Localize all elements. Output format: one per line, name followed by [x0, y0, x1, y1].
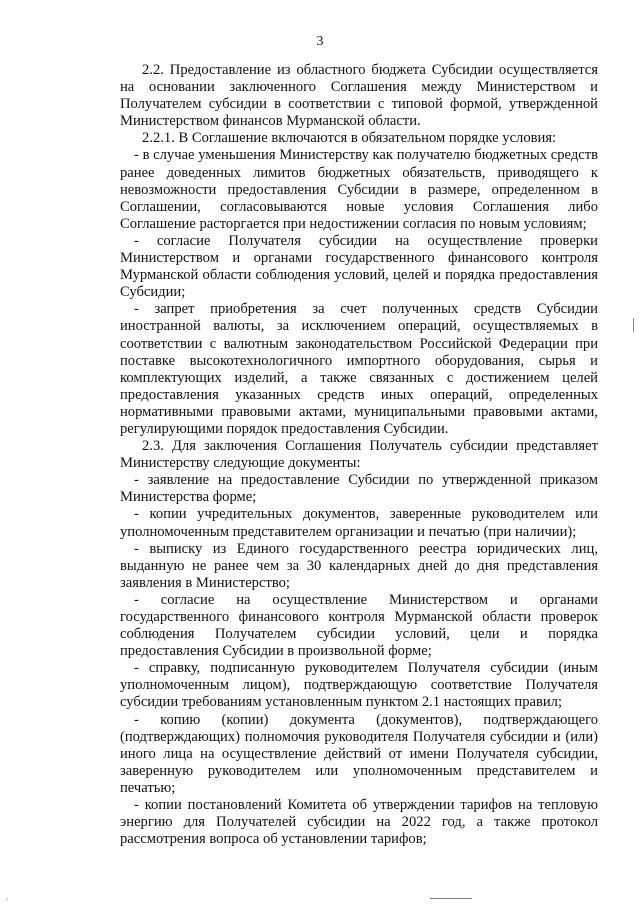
scan-margin-mark: [633, 318, 636, 332]
condition-item: - согласие Получателя субсидии на осуществление проверки Министерством и органами государственного финансового контроля Мурманской области соблюдения условий, целей и порядка предоставления Субсидии;: [120, 232, 598, 301]
document-item: - выписку из Единого государственного реестра юридических лиц, выданную не ранее чем за 30 календарных дней до дня представления заявления в Министерство;: [120, 540, 598, 591]
page-number: 3: [316, 34, 324, 49]
document-item: - копию (копии) документа (документов), подтверждающего (подтверждающих) полномочия руководителя Получателя субсидии и (или) иного лица на осуществление действий от имени Получателя субсидии, заверенную руководителем или уполномоченным представителем и печатью;: [120, 711, 598, 796]
footer-rule: [430, 898, 472, 899]
document-body: [120, 62, 598, 848]
condition-item: - в случае уменьшения Министерству как получателю бюджетных средств ранее доведенных лимитов бюджетных обязательств, приводящего к невозможности предоставления Субсидии в размере, определенном в Соглашении, согласовываются новые условия Соглашения либо Соглашение расторгается при недостижении согласия по новым условиям;: [120, 147, 598, 232]
condition-item: - запрет приобретения за счет полученных средств Субсидии иностранной валюты, за исключением операций, осуществляемых в соответствии с валютным законодательством Российской Федерации при поставке высокотехнологичного импортного оборудования, сырья и комплектующих изделий, а также связанных с достижением целей предоставления указанных средств иных операций, определенных нормативными правовыми актами, муниципальными правовыми актами, регулирующими порядок предоставления Субсидии.: [120, 301, 598, 437]
scan-artifact-mark: ': [6, 897, 9, 906]
document-item: - согласие на осуществление Министерством и органами государственного финансового контроля Мурманской области проверок соблюдения Получателем субсидии условий, цели и порядка предоставления Субсидии в произвольной форме;: [120, 591, 598, 660]
paragraph-2-2-1: 2.2.1. В Соглашение включаются в обязательном порядке условия:: [142, 130, 557, 147]
paragraph-2-3: 2.3. Для заключения Соглашения Получатель субсидии представляет Министерству следующие документы:: [120, 438, 598, 472]
document-item: - заявление на предоставление Субсидии по утвержденной приказом Министерства форме;: [120, 472, 598, 506]
paragraph-2-2: 2.2. Предоставление из областного бюджета Субсидии осуществляется на основании заключенного Соглашения между Министерством и Получателем субсидии в соответствии с типовой формой, утвержденной Министерством финансов Мурманской области.: [120, 62, 598, 130]
document-item: - копии постановлений Комитета об утверждении тарифов на тепловую энергию для Получателей субсидии на 2022 год, а также протокол рассмотрения вопроса об установлении тарифов;: [120, 797, 598, 848]
document-item: - копии учредительных документов, заверенные руководителем или уполномоченным представителем организации и печатью (при наличии);: [120, 506, 598, 540]
document-item: - справку, подписанную руководителем Получателя субсидии (иным уполномоченным лицом), подтверждающую соответствие Получателя субсидии требованиям установленным пунктом 2.1 настоящих правил;: [120, 660, 598, 711]
